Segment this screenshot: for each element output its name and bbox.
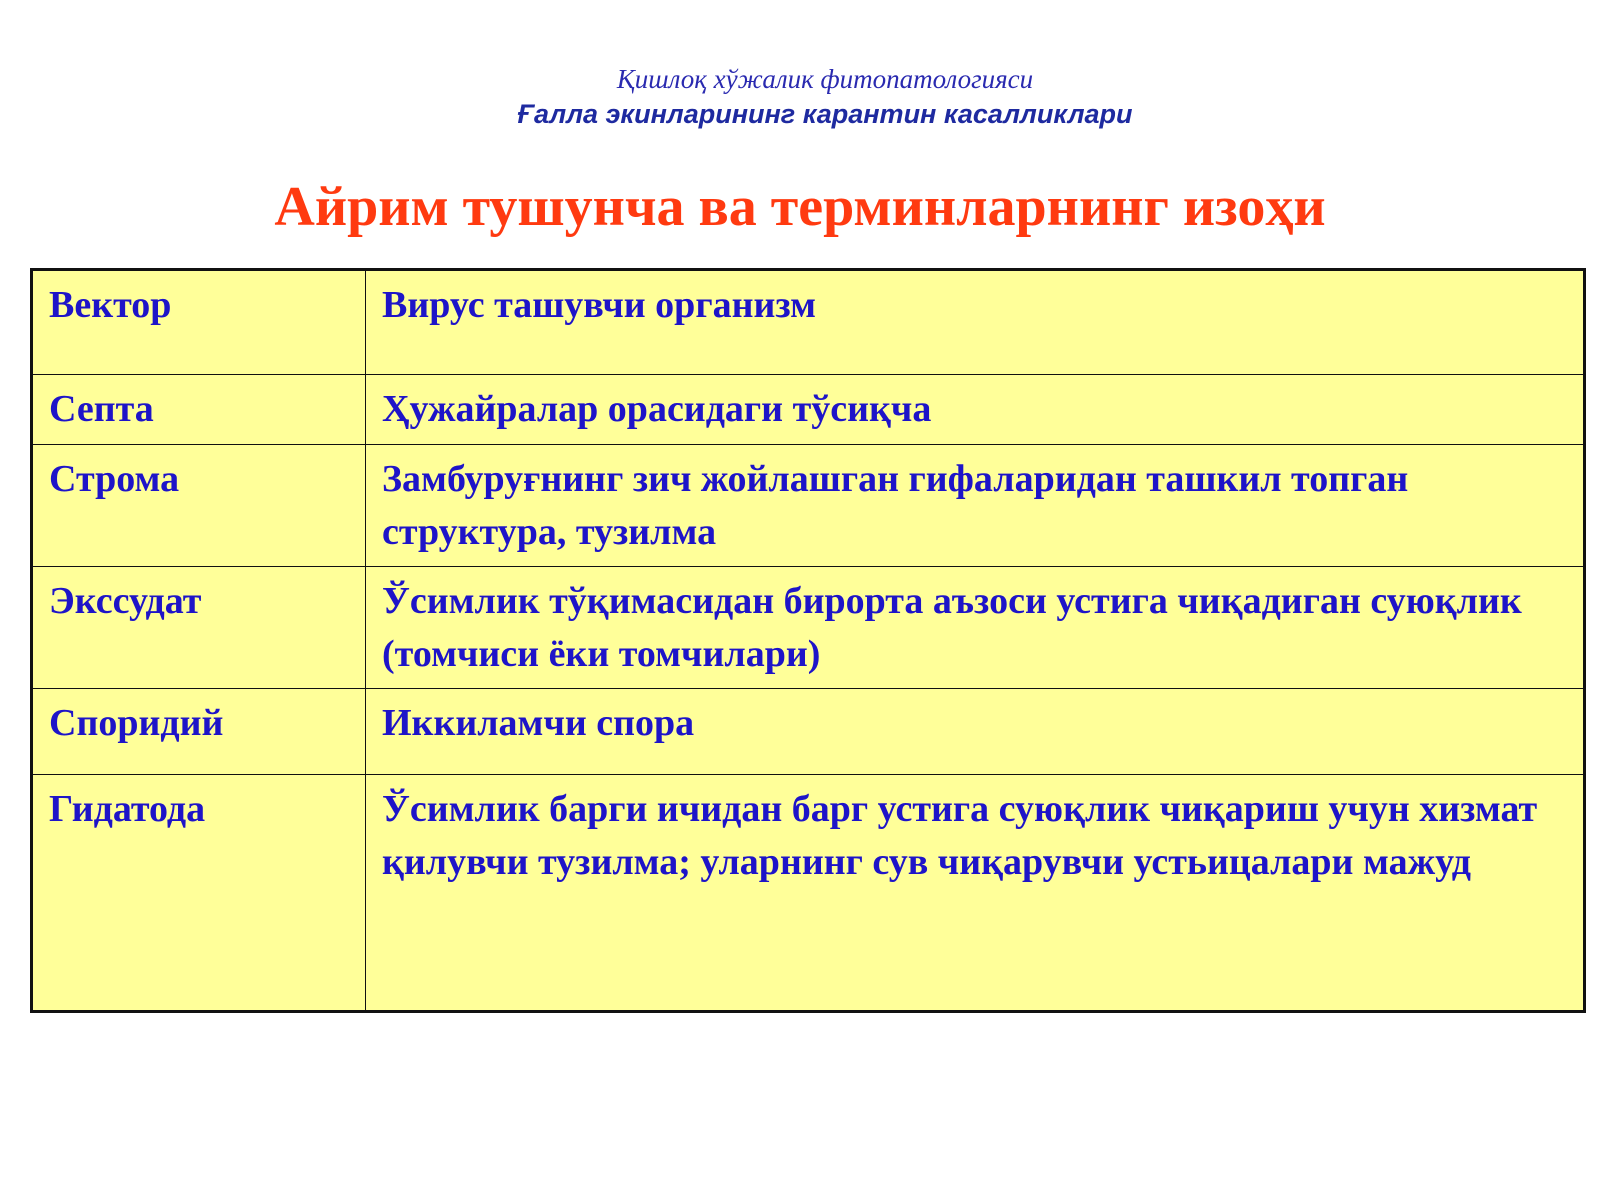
definition-cell: Ўсимлик тўқимасидан бирорта аъзоси устига чиқадиган суюқлик (томчиси ёки томчилари) (366, 567, 1585, 689)
term-cell: Экссудат (32, 567, 366, 689)
definition-cell: Иккиламчи спора (366, 689, 1585, 775)
table-row (32, 567, 1585, 689)
table-row (32, 445, 1585, 567)
term-cell: Вектор (32, 270, 366, 375)
definition-cell: Ўсимлик барги ичидан барг устига суюқлик чиқариш учун хизмат қилувчи тузилма; уларнинг сув чиқарувчи устьицалари мажуд (366, 775, 1585, 1012)
table-row (32, 689, 1585, 775)
definition-cell: Вирус ташувчи организм (366, 270, 1585, 375)
definition-cell: Ҳужайралар орасидаги тўсиқча (366, 375, 1585, 445)
table-row (32, 270, 1585, 375)
term-cell: Споридий (32, 689, 366, 775)
table-row (32, 375, 1585, 445)
topic-heading: Ғалла экинларининг карантин касалликлари (517, 99, 1133, 129)
term-cell: Строма (32, 445, 366, 567)
term-cell: Гидатода (32, 775, 366, 1012)
term-cell: Септа (32, 375, 366, 445)
subject-heading: Қишлоқ хўжалик фитопатологияси (616, 64, 1034, 94)
terms-table (30, 268, 1586, 1013)
definition-cell: Замбуруғнинг зич жойлашган гифаларидан ташкил топган структура, тузилма (366, 445, 1585, 567)
table-row (32, 775, 1585, 1012)
slide-title: Айрим тушунча ва терминларнинг изоҳи (274, 176, 1326, 238)
slide-header (0, 62, 1600, 132)
